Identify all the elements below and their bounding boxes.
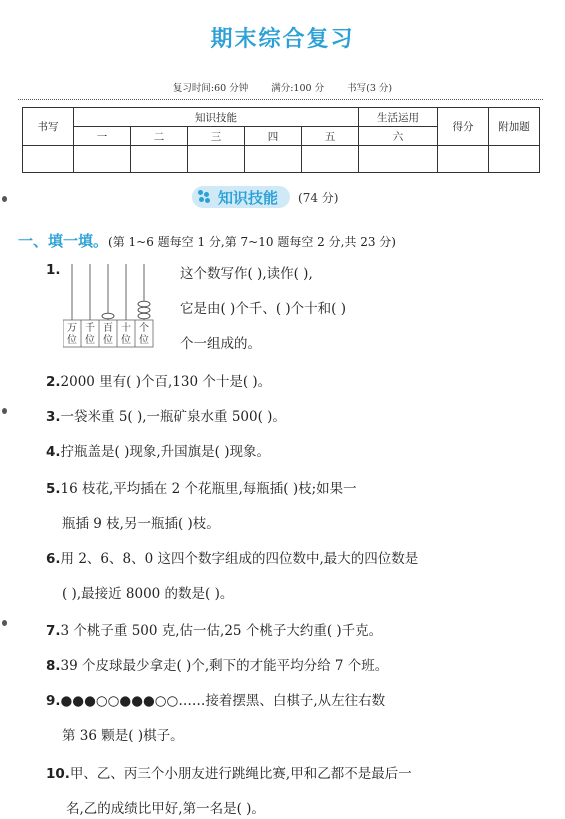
score-cell[interactable] [188,146,245,173]
abacus-place-label: 位 [121,335,131,346]
score-cell[interactable] [131,146,188,173]
question-9 [46,689,385,709]
question-text: 拧瓶盖是( )现象,升国旗是( )现象。 [60,444,270,460]
abacus-rods [72,264,150,320]
header-k4: 四 [245,127,302,146]
exam-time: 复习时间:60 分钟 [172,83,249,94]
question-text: 2000 里有( )个百,130 个十是( )。 [60,374,272,390]
header-extra: 附加题 [489,108,540,146]
question-text: 3 个桃子重 500 克,估一估,25 个桃子大约重( )千克。 [60,623,383,639]
abacus-place-label: 个 [139,323,149,334]
header-l6: 六 [359,127,438,146]
question-9-cont: 第 36 颗是( )棋子。 [62,728,184,744]
question-number: 1. [46,262,61,278]
header-k2: 二 [131,127,188,146]
abacus-diagram [63,262,163,348]
score-cell[interactable] [245,146,302,173]
part-note: (第 1~6 题每空 1 分,第 7~10 题每空 2 分,共 23 分) [108,235,396,249]
header-k5: 五 [302,127,359,146]
abacus-place-label: 十 [121,323,131,334]
abacus-place-label: 千 [85,323,95,334]
question-number: 10. [46,766,70,782]
abacus-labels [63,320,153,347]
dots-icon [198,190,212,204]
abacus-bead [102,313,114,319]
q1-line-2: 它是由( )个千、( )个十和( ) [180,301,346,317]
part-title: 一、填一填。 [18,232,109,250]
question-8 [46,654,388,674]
score-cell[interactable] [74,146,131,173]
question-6-cont: ( ),最接近 8000 的数是( )。 [62,586,234,602]
header-life: 生活运用 [359,108,438,127]
abacus-bead [138,313,150,319]
binding-hole-icon [2,620,7,626]
question-3 [46,405,286,425]
question-7 [46,619,382,639]
part-heading [18,230,396,251]
question-5 [46,477,357,497]
abacus-place-label: 位 [139,335,149,346]
page-title: 期末综合复习 [210,27,355,52]
question-number: 8. [46,658,61,674]
abacus-place-label: 万 [67,323,77,334]
question-10-cont: 名,乙的成绩比甲好,第一名是( )。 [66,801,265,817]
header-k3: 三 [188,127,245,146]
question-number: 5. [46,481,61,497]
abacus-place-label: 位 [85,335,95,346]
q1-line-1: 这个数写作( ),读作( ), [180,266,313,282]
score-cell[interactable] [359,146,438,173]
section-pill [192,186,290,208]
question-text: 用 2、6、8、0 这四个数字组成的四位数中,最大的四位数是 [60,551,419,567]
question-number: 9. [46,693,61,709]
binding-hole-icon [2,196,7,202]
score-cell[interactable] [438,146,489,173]
score-cell[interactable] [23,146,74,173]
question-text: 39 个皮球最少拿走( )个,剩下的才能平均分给 7 个班。 [60,658,389,674]
abacus-place-label: 位 [67,335,77,346]
question-number: 4. [46,444,61,460]
q1-line-3: 个一组成的。 [180,336,261,352]
score-cell[interactable] [489,146,540,173]
abacus-bead [138,301,150,307]
score-table [22,107,540,173]
header-score: 得分 [438,108,489,146]
abacus-place-label: 百 [103,323,113,334]
abacus-place-label: 位 [103,335,113,346]
question-number: 2. [46,374,61,390]
exam-meta [0,80,565,94]
question-text: 一袋米重 5( ),一瓶矿泉水重 500( )。 [60,409,286,425]
score-cell[interactable] [302,146,359,173]
bead-pattern: ●●●○○●●●○○…… [60,693,206,709]
question-number: 7. [46,623,61,639]
question-1 [46,262,61,278]
dotted-divider [18,99,543,100]
binding-hole-icon [2,408,7,414]
abacus-bead [138,307,150,313]
question-text: 接着摆黑、白棋子,从左往右数 [205,693,386,709]
question-5-cont: 瓶插 9 枝,另一瓶插( )枝。 [62,516,220,532]
section-label: 知识技能 [218,188,279,207]
question-10 [46,762,412,782]
header-writing: 书写 [23,108,74,146]
question-text: 甲、乙、丙三个小朋友进行跳绳比赛,甲和乙都不是最后一 [69,766,412,782]
question-6 [46,547,418,567]
question-number: 3. [46,409,61,425]
question-4 [46,440,270,460]
question-text: 16 枝花,平均插在 2 个花瓶里,每瓶插( )枝;如果一 [60,481,357,497]
section-banner [192,186,338,208]
header-knowledge: 知识技能 [74,108,359,127]
section-score: (74 分) [298,190,339,205]
header-k1: 一 [74,127,131,146]
exam-full-score: 满分:100 分 [271,83,325,94]
question-2 [46,370,271,390]
question-number: 6. [46,551,61,567]
exam-writing-score: 书写(3 分) [347,83,393,94]
